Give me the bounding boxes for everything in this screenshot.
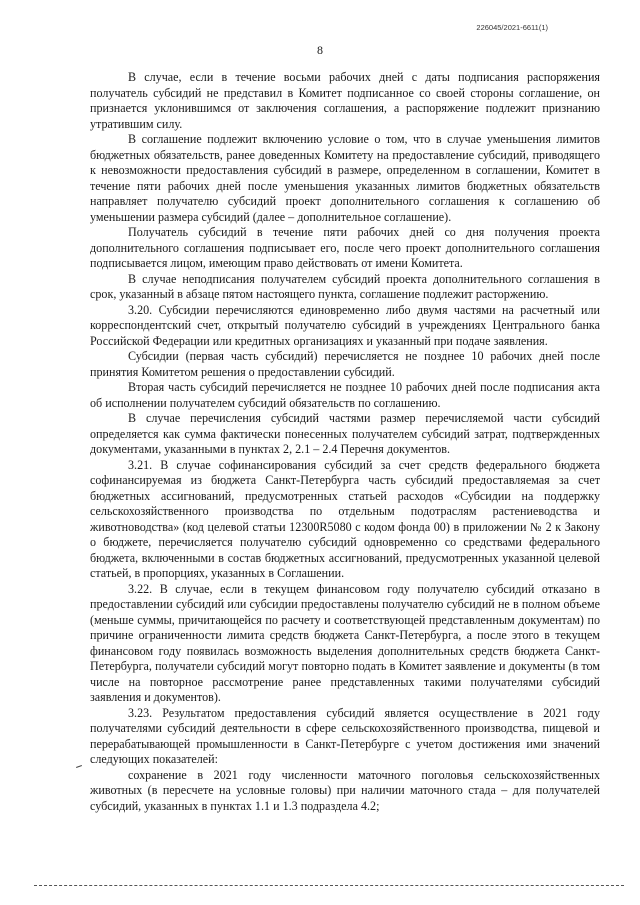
paragraph: В соглашение подлежит включению условие о том, что в случае уменьшения лимитов бюджетных обязательств, ранее доведенных Комитету на предоставление субсидий, приводящего к невозможности предоставления субсидий в размере, определенном в соглашении, Комитет в течение пяти рабочих дней после уменьшения указанных лимитов бюджетных обязательств направляет получателю субсидий проект дополнительного соглашения к соглашению об уменьшении размера субсидий (далее – дополнительное соглашение). xyxy=(90,132,600,224)
paragraph: В случае, если в течение восьми рабочих дней с даты подписания распоряжения получатель субсидий не представил в Комитет подписанное со своей стороны соглашение, он признается уклонившимся от заключения соглашения, а распоряжение подлежит признанию утратившим силу. xyxy=(90,70,600,131)
document-body xyxy=(90,70,600,814)
paragraph: В случае перечисления субсидий частями размер перечисляемой части субсидий определяется как сумма фактически понесенных получателем субсидий затрат, подтвержденных документами, указанными в пунктах 2, 2.1 – 2.4 Перечня документов. xyxy=(90,411,600,456)
paragraph: 3.22. В случае, если в текущем финансовом году получателю субсидий отказано в предоставлении субсидий или субсидии предоставлены получателю субсидий не в полном объеме (меньше суммы, причитающейся по расчету и соответствующей представленным документам) по причине ограниченности лимита средств бюджета Санкт-Петербурга, а после этого в текущем финансовом году появилась возможность выделения дополнительных средств бюджета Санкт-Петербурга, получатели субсидий могут повторно подать в Комитет заявление и документы (в том числе на повторное рассмотрение ранее представленных такими получателями субсидий заявления и документов). xyxy=(90,581,600,704)
paragraph: Получатель субсидий в течение пяти рабочих дней со дня получения проекта дополнительного соглашения подписывает его, после чего проект дополнительного соглашения подписывается лицом, имеющим право действовать от имени Комитета. xyxy=(90,225,600,270)
paragraph: В случае неподписания получателем субсидий проекта дополнительного соглашения в срок, указанный в абзаце пятом настоящего пункта, соглашение подлежит расторжению. xyxy=(90,271,600,301)
margin-mark xyxy=(76,765,82,768)
paragraph: Субсидии (первая часть субсидий) перечисляется не позднее 10 рабочих дней после принятия Комитетом решения о предоставлении субсидий. xyxy=(90,349,600,379)
paragraph: 3.21. В случае софинансирования субсидий за счет средств федерального бюджета софинансируемая из бюджета Санкт-Петербурга часть субсидий предоставляемая за счет бюджетных ассигнований, предусмотренных статьей расходов «Субсидии на поддержку сельскохозяйственного производства по отдельным подотраслям растениеводства и животноводства» (код целевой статьи 12300R5080 с кодом фонда 00) в приложении № 2 к Закону о бюджете, перечисляется получателю субсидий одновременно со средствами федерального бюджета, включенными в состав бюджетных ассигнований, предусмотренных указанной целевой статьей, в пропорциях, указанных в Соглашении. xyxy=(90,457,600,580)
scan-edge-line xyxy=(34,885,624,886)
paragraph: 3.23. Результатом предоставления субсидий является осуществление в 2021 году получателями субсидий деятельности в сфере сельскохозяйственного производства, пищевой и перерабатывающей промышленности в Санкт-Петербурге с учетом достижения ими значений следующих показателей: xyxy=(90,705,600,766)
paragraph: 3.20. Субсидии перечисляются единовременно либо двумя частями на расчетный или корреспондентский счет, открытый получателю субсидий в учреждениях Центрального банка Российской Федерации или кредитных организациях и указанный при подаче заявления. xyxy=(90,302,600,348)
page-number: 8 xyxy=(317,43,323,57)
document-number: 226045/2021-6611(1) xyxy=(476,23,548,32)
paragraph: Вторая часть субсидий перечисляется не позднее 10 рабочих дней после подписания акта об исполнении получателем субсидий обязательств по соглашению. xyxy=(90,380,600,410)
paragraph: сохранение в 2021 году численности маточного поголовья сельскохозяйственных животных (в пересчете на условные головы) при наличии маточного стада – для получателей субсидий, указанных в пунктах 1.1 и 1.3 подраздела 4.2; xyxy=(90,767,600,813)
